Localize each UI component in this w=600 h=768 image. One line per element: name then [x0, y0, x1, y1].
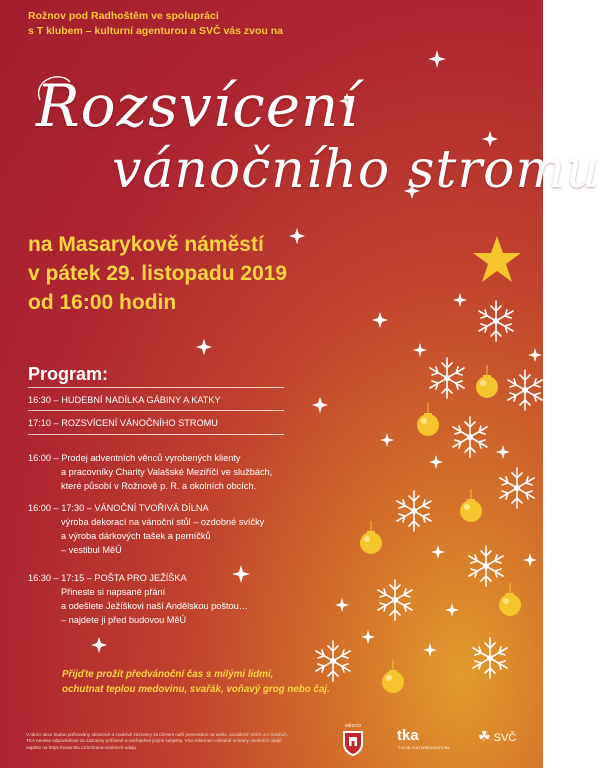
program-item-2: 17:10 – ROZSVÍCENÍ VÁNOČNÍHO STROMU: [28, 418, 218, 428]
ornament-icon: [499, 583, 521, 616]
tree-sparkle-icon: [431, 545, 445, 559]
program-item-1: 16:30 – HUDEBNÍ NADÍLKA GÁBINY A KATKY: [28, 395, 221, 405]
program-item-5-line-4: – najdete ji před budovou MěÚ: [61, 615, 187, 625]
intro-line-1: Rožnov pod Radhoštěm ve spolupráci: [28, 10, 219, 22]
fine-print-line-1: V rámci akce budou pořizovány obrazové a zvukové záznamy za účelem naší prezentace na webu, sociálních sítích a v médiích.: [26, 732, 288, 737]
tree-sparkle-icon: [528, 348, 542, 362]
ornament-icon: [476, 365, 498, 398]
tree-sparkle-icon: [445, 603, 459, 617]
tree-sparkle-icon: [453, 293, 467, 307]
closing-line-2: ochutnat teplou medovinu, svařák, voňavý grog nebo čaj.: [62, 684, 330, 695]
ornament-icon: [382, 660, 404, 693]
program-item-4-line-2: výroba dekorací na vánoční stůl – ozdobné svíčky: [61, 517, 265, 527]
program-item-4-line-3: a výroba dárkových tašek a perníčků: [61, 531, 211, 541]
intro-line-2: s T klubem – kulturní agenturou a SVČ vás zvou na: [28, 25, 283, 37]
fine-print-line-2: TKA nenese odpovědnost za záznamy pořízené a zveřejněné jinými subjekty. Více informací ohledně ochrany osobních údajů: [26, 738, 282, 744]
tree-top-star-icon: [473, 236, 521, 282]
event-time: od 16:00 hodin: [28, 291, 177, 314]
tree-sparkle-icon: [423, 643, 437, 657]
tree-sparkle-icon: [335, 598, 349, 612]
ornament-icon: [417, 403, 439, 436]
program-item-5-line-2: Přineste si napsané přání: [61, 587, 166, 597]
fine-print-line-3: najdete na https://www.tka.cz/ochrana-osobnich-udaju: [26, 744, 137, 750]
tka-logo: tka: [397, 727, 419, 744]
snowflake-icon: [469, 546, 503, 586]
program-item-3-line-3: které působí v Rožnově p. R. a okolních obcích.: [61, 481, 257, 491]
program-heading: Program:: [28, 364, 109, 384]
tree-sparkle-icon: [523, 553, 537, 567]
tree-sparkle-icon: [413, 343, 427, 357]
program-item-3-line-1: 16:00 – Prodej adventních věnců vyrobených klienty: [28, 453, 241, 463]
tree-sparkle-icon: [380, 433, 394, 447]
privacy-fine-print: [26, 732, 326, 751]
snowflake-icon: [508, 370, 542, 410]
program-item-4-line-4: – vestibul MěÚ: [61, 545, 122, 555]
snowflake-icon: [397, 491, 431, 531]
snowflake-icon: [378, 580, 412, 620]
snowflake-icon: [453, 417, 487, 457]
svc-swirl-icon: ☘: [478, 728, 491, 744]
title-line-1: Rozsvícení: [36, 72, 359, 140]
svc-logo: [478, 728, 516, 745]
snowflake-icon: [430, 358, 464, 398]
program-item-5-line-3: a odešlete Ježíškovi naší Andělskou poštou…: [61, 601, 248, 611]
snowflake-icon: [500, 468, 534, 508]
program-item-3-line-2: a pracovníky Charity Valašské Meziříčí ve službách,: [61, 467, 273, 477]
event-place: na Masarykově náměstí: [28, 233, 264, 256]
tree-sparkle-icon: [496, 445, 510, 459]
svc-logo-text: SVČ: [493, 732, 517, 744]
ornament-icon: [460, 489, 482, 522]
tree-sparkle-icon: [429, 455, 443, 469]
city-logo-label: MĚSTO: [345, 723, 361, 728]
tree-sparkle-icon: [361, 630, 375, 644]
tka-logo-subtitle: T KLUB, KULTURNÍ AGENTURA: [398, 746, 450, 750]
snowflake-icon: [473, 638, 507, 678]
ornament-icon: [360, 521, 382, 554]
event-date: v pátek 29. listopadu 2019: [28, 262, 288, 285]
program-item-4-line-1: 16:00 – 17:30 – VÁNOČNÍ TVOŘIVÁ DÍLNA: [28, 503, 209, 513]
title-line-2: vánočního stromu: [112, 140, 600, 200]
closing-line-1: Přijďte prožít předvánoční čas s milými lidmi,: [62, 669, 274, 680]
program-item-5-line-1: 16:30 – 17:15 – POŠTA PRO JEŽÍŠKA: [28, 573, 187, 583]
snowflake-icon: [479, 301, 513, 341]
city-coat-of-arms-logo: [340, 722, 366, 758]
snowflake-icon: [316, 641, 350, 681]
